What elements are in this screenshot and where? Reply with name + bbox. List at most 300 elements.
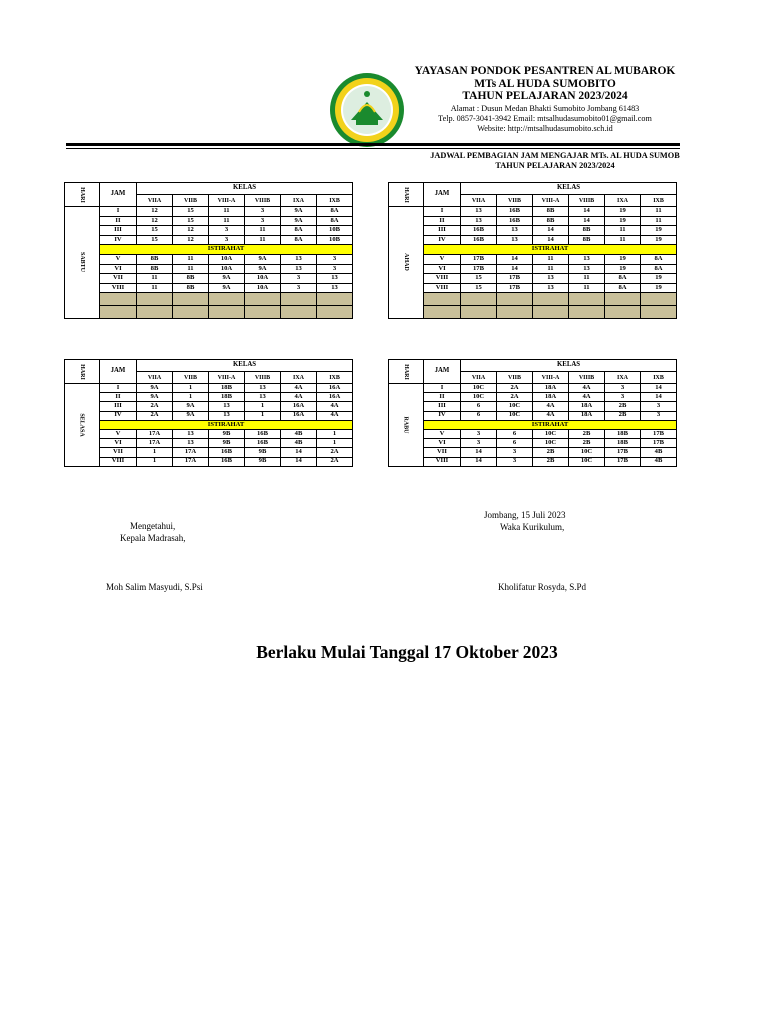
teacher-code-cell: 12	[173, 226, 209, 236]
teacher-code-cell: 19	[605, 216, 641, 226]
period-cell: VIII	[424, 274, 461, 284]
class-header: VIIA	[137, 195, 173, 207]
teacher-code-cell: 9A	[281, 207, 317, 217]
teacher-code-cell: 3	[209, 235, 245, 245]
teacher-code-cell: 2A	[497, 393, 533, 402]
teacher-code-cell: 2A	[317, 448, 353, 457]
day-header-label: HARI	[402, 363, 409, 380]
schedule-table-ahad	[388, 182, 677, 319]
teacher-code-cell: 9B	[209, 439, 245, 448]
class-header: IXB	[641, 195, 677, 207]
table-row	[65, 274, 353, 284]
teacher-code-cell: 13	[281, 264, 317, 274]
day-header-label: HARI	[78, 363, 85, 380]
break-label: ISTIRAHAT	[424, 245, 677, 255]
teacher-code-cell: 8A	[641, 264, 677, 274]
empty-cell	[533, 293, 569, 306]
table-row	[389, 264, 677, 274]
empty-row	[65, 305, 353, 318]
day-header-cell	[65, 360, 100, 384]
teacher-code-cell: 8B	[137, 254, 173, 264]
table-row	[389, 226, 677, 236]
teacher-code-cell: 11	[533, 264, 569, 274]
teacher-code-cell: 17B	[497, 274, 533, 284]
empty-cell	[137, 293, 173, 306]
empty-cell	[605, 305, 641, 318]
class-header: IXB	[317, 195, 353, 207]
teacher-code-cell: 19	[641, 226, 677, 236]
break-row	[65, 245, 353, 255]
teacher-code-cell: 4A	[569, 384, 605, 393]
day-header-cell	[389, 360, 424, 384]
day-cell	[65, 384, 100, 467]
teacher-code-cell: 13	[461, 216, 497, 226]
period-cell: I	[424, 384, 461, 393]
teacher-code-cell: 16A	[281, 402, 317, 411]
teacher-code-cell: 8A	[281, 235, 317, 245]
teacher-code-cell: 13	[317, 274, 353, 284]
table-row	[65, 393, 353, 402]
table-row	[65, 439, 353, 448]
table-row	[389, 439, 677, 448]
teacher-code-cell: 11	[245, 235, 281, 245]
teacher-code-cell: 13	[173, 439, 209, 448]
teacher-code-cell: 3	[209, 226, 245, 236]
teacher-code-cell: 2B	[569, 429, 605, 438]
class-header: VIII-A	[533, 195, 569, 207]
class-header: IXB	[641, 372, 677, 384]
class-header: VIIIB	[245, 372, 281, 384]
foundation-name: YAYASAN PONDOK PESANTREN AL MUBAROK	[414, 65, 676, 77]
teacher-code-cell: 9A	[209, 274, 245, 284]
teacher-code-cell: 19	[605, 254, 641, 264]
teacher-code-cell: 11	[245, 226, 281, 236]
teacher-code-cell: 4A	[533, 411, 569, 420]
teacher-code-cell: 11	[533, 254, 569, 264]
teacher-code-cell: 18A	[569, 411, 605, 420]
teacher-code-cell: 17B	[461, 264, 497, 274]
empty-cell	[533, 305, 569, 318]
table-row	[65, 448, 353, 457]
empty-cell	[100, 293, 137, 306]
teacher-code-cell: 12	[137, 216, 173, 226]
table-row	[389, 235, 677, 245]
table-row	[65, 235, 353, 245]
class-header: VIIA	[137, 372, 173, 384]
empty-cell	[424, 305, 461, 318]
teacher-code-cell: 16B	[209, 457, 245, 466]
school-contact: Telp. 0857-3041-3942 Email: mtsalhudasumobito01@gmail.com	[438, 113, 652, 123]
teacher-code-cell: 16B	[497, 207, 533, 217]
teacher-code-cell: 13	[569, 254, 605, 264]
day-cell	[389, 384, 424, 467]
teacher-code-cell: 16A	[317, 393, 353, 402]
teacher-code-cell: 16B	[209, 448, 245, 457]
table-row	[389, 402, 677, 411]
teacher-code-cell: 10B	[317, 235, 353, 245]
table-row	[389, 448, 677, 457]
period-cell: I	[100, 384, 137, 393]
teacher-code-cell: 9A	[245, 264, 281, 274]
empty-cell	[245, 305, 281, 318]
empty-cell	[281, 305, 317, 318]
class-header: VIIB	[497, 372, 533, 384]
empty-cell	[461, 305, 497, 318]
period-cell: VII	[100, 448, 137, 457]
period-cell: VII	[100, 274, 137, 284]
teacher-code-cell: 17B	[497, 283, 533, 293]
period-cell: VI	[424, 264, 461, 274]
kelas-header: KELAS	[137, 183, 353, 195]
jam-header: JAM	[424, 360, 461, 384]
teacher-code-cell: 11	[173, 254, 209, 264]
teacher-code-cell: 10C	[569, 457, 605, 466]
period-cell: III	[424, 402, 461, 411]
class-header: VIIB	[173, 195, 209, 207]
schedule-table-rabu	[388, 359, 677, 467]
teacher-code-cell: 17B	[461, 254, 497, 264]
table-row	[65, 457, 353, 466]
teacher-code-cell: 19	[641, 283, 677, 293]
table-row	[65, 411, 353, 420]
period-cell: I	[424, 207, 461, 217]
teacher-code-cell: 1	[173, 384, 209, 393]
teacher-code-cell: 3	[605, 393, 641, 402]
teacher-code-cell: 13	[497, 226, 533, 236]
teacher-code-cell: 3	[245, 216, 281, 226]
class-header: IXA	[281, 195, 317, 207]
empty-row	[389, 293, 677, 306]
teacher-code-cell: 9B	[245, 457, 281, 466]
curriculum-name: Kholifatur Rosyda, S.Pd	[498, 582, 587, 592]
teacher-code-cell: 14	[533, 226, 569, 236]
teacher-code-cell: 17B	[605, 448, 641, 457]
teacher-code-cell: 10C	[569, 448, 605, 457]
teacher-code-cell: 11	[605, 226, 641, 236]
day-cell	[65, 207, 100, 319]
teacher-code-cell: 9B	[209, 429, 245, 438]
teacher-code-cell: 3	[641, 411, 677, 420]
table-row	[389, 216, 677, 226]
teacher-code-cell: 14	[533, 235, 569, 245]
class-header: VIII-A	[209, 372, 245, 384]
break-label: ISTIRAHAT	[100, 420, 353, 429]
period-cell: IV	[424, 411, 461, 420]
table-row	[389, 274, 677, 284]
teacher-code-cell: 17A	[173, 448, 209, 457]
teacher-code-cell: 1	[245, 402, 281, 411]
teacher-code-cell: 18B	[209, 393, 245, 402]
teacher-code-cell: 2B	[569, 439, 605, 448]
subtitle-line2: TAHUN PELAJARAN 2023/2024	[495, 161, 615, 170]
class-header: VIIA	[461, 372, 497, 384]
teacher-code-cell: 9A	[209, 283, 245, 293]
table-row	[65, 283, 353, 293]
period-cell: IV	[100, 411, 137, 420]
table-row	[389, 283, 677, 293]
table-row	[389, 207, 677, 217]
period-cell: III	[424, 226, 461, 236]
school-year: TAHUN PELAJARAN 2023/2024	[462, 90, 628, 102]
header-rule-thick	[66, 143, 680, 146]
empty-cell	[605, 293, 641, 306]
empty-cell	[497, 293, 533, 306]
teacher-code-cell: 10A	[245, 274, 281, 284]
period-cell: VI	[100, 439, 137, 448]
period-cell: V	[100, 429, 137, 438]
teacher-code-cell: 15	[173, 216, 209, 226]
class-header: VIIB	[497, 195, 533, 207]
jam-header: JAM	[424, 183, 461, 207]
empty-cell	[245, 293, 281, 306]
day-header-label: HARI	[402, 186, 409, 203]
teacher-code-cell: 13	[569, 264, 605, 274]
teacher-code-cell: 16B	[245, 439, 281, 448]
day-header-label: HARI	[78, 186, 85, 203]
break-row	[389, 245, 677, 255]
period-cell: VIII	[424, 283, 461, 293]
teacher-code-cell: 9A	[173, 411, 209, 420]
empty-cell	[173, 293, 209, 306]
teacher-code-cell: 9A	[281, 216, 317, 226]
empty-cell	[281, 293, 317, 306]
teacher-code-cell: 2A	[497, 384, 533, 393]
empty-cell	[569, 305, 605, 318]
teacher-code-cell: 11	[173, 264, 209, 274]
teacher-code-cell: 14	[569, 216, 605, 226]
table-row	[65, 216, 353, 226]
teacher-code-cell: 12	[137, 207, 173, 217]
table-row	[389, 393, 677, 402]
teacher-code-cell: 11	[605, 235, 641, 245]
teacher-code-cell: 18A	[533, 384, 569, 393]
teacher-code-cell: 4B	[641, 457, 677, 466]
day-label: RABU	[402, 416, 409, 434]
teacher-code-cell: 13	[209, 402, 245, 411]
period-cell: II	[100, 393, 137, 402]
teacher-code-cell: 3	[497, 448, 533, 457]
teacher-code-cell: 10C	[461, 384, 497, 393]
teacher-code-cell: 13	[533, 274, 569, 284]
teacher-code-cell: 10A	[209, 254, 245, 264]
teacher-code-cell: 11	[209, 216, 245, 226]
teacher-code-cell: 14	[569, 207, 605, 217]
teacher-code-cell: 10A	[209, 264, 245, 274]
teacher-code-cell: 8B	[173, 283, 209, 293]
teacher-code-cell: 6	[461, 402, 497, 411]
teacher-code-cell: 6	[461, 411, 497, 420]
teacher-code-cell: 13	[317, 283, 353, 293]
teacher-code-cell: 2B	[605, 402, 641, 411]
teacher-code-cell: 10C	[533, 439, 569, 448]
teacher-code-cell: 13	[461, 207, 497, 217]
teacher-code-cell: 3	[461, 439, 497, 448]
class-header: VIII-A	[533, 372, 569, 384]
teacher-code-cell: 15	[461, 283, 497, 293]
kelas-header: KELAS	[137, 360, 353, 372]
teacher-code-cell: 14	[281, 457, 317, 466]
teacher-code-cell: 16A	[281, 411, 317, 420]
teacher-code-cell: 3	[641, 402, 677, 411]
teacher-code-cell: 8A	[605, 274, 641, 284]
teacher-code-cell: 4B	[281, 429, 317, 438]
teacher-code-cell: 4A	[533, 402, 569, 411]
subtitle-line1: JADWAL PEMBAGIAN JAM MENGAJAR MTs. AL HUDA SUMOB	[430, 151, 680, 160]
teacher-code-cell: 16B	[245, 429, 281, 438]
teacher-code-cell: 11	[137, 274, 173, 284]
teacher-code-cell: 13	[245, 393, 281, 402]
empty-row	[65, 293, 353, 306]
teacher-code-cell: 3	[245, 207, 281, 217]
table-row	[389, 411, 677, 420]
teacher-code-cell: 2A	[137, 402, 173, 411]
empty-cell	[641, 293, 677, 306]
table-row	[65, 254, 353, 264]
break-row	[65, 420, 353, 429]
schedule-subtitle	[410, 151, 700, 171]
teacher-code-cell: 18B	[605, 429, 641, 438]
teacher-code-cell: 13	[533, 283, 569, 293]
table-row	[389, 457, 677, 466]
teacher-code-cell: 15	[173, 207, 209, 217]
teacher-code-cell: 6	[497, 439, 533, 448]
teacher-code-cell: 4B	[281, 439, 317, 448]
principal-title: Kepala Madrasah,	[120, 533, 186, 543]
period-cell: II	[424, 216, 461, 226]
period-cell: V	[424, 429, 461, 438]
teacher-code-cell: 8B	[173, 274, 209, 284]
teacher-code-cell: 11	[569, 283, 605, 293]
teacher-code-cell: 4A	[317, 402, 353, 411]
teacher-code-cell: 17B	[641, 429, 677, 438]
teacher-code-cell: 9B	[245, 448, 281, 457]
validity-statement: Berlaku Mulai Tanggal 17 Oktober 2023	[256, 642, 558, 662]
teacher-code-cell: 18A	[533, 393, 569, 402]
teacher-code-cell: 1	[173, 393, 209, 402]
teacher-code-cell: 10B	[317, 226, 353, 236]
day-header-cell	[389, 183, 424, 207]
teacher-code-cell: 4A	[281, 384, 317, 393]
teacher-code-cell: 18B	[605, 439, 641, 448]
empty-cell	[209, 293, 245, 306]
break-row	[389, 420, 677, 429]
teacher-code-cell: 3	[497, 457, 533, 466]
approval-label: Mengetahui,	[130, 521, 176, 531]
period-cell: VIII	[100, 457, 137, 466]
teacher-code-cell: 3	[281, 274, 317, 284]
teacher-code-cell: 14	[281, 448, 317, 457]
teacher-code-cell: 16B	[461, 235, 497, 245]
teacher-code-cell: 19	[641, 274, 677, 284]
teacher-code-cell: 13	[209, 411, 245, 420]
teacher-code-cell: 1	[317, 429, 353, 438]
empty-cell	[641, 305, 677, 318]
teacher-code-cell: 8A	[281, 226, 317, 236]
teacher-code-cell: 13	[281, 254, 317, 264]
teacher-code-cell: 11	[641, 207, 677, 217]
teacher-code-cell: 13	[497, 235, 533, 245]
empty-cell	[317, 293, 353, 306]
teacher-code-cell: 9A	[137, 384, 173, 393]
period-cell: IV	[100, 235, 137, 245]
teacher-code-cell: 15	[461, 274, 497, 284]
teacher-code-cell: 17A	[137, 429, 173, 438]
table-row	[389, 384, 677, 393]
table-row	[389, 429, 677, 438]
class-header: VIII-A	[209, 195, 245, 207]
teacher-code-cell: 4B	[641, 448, 677, 457]
day-label: AHAD	[402, 253, 409, 272]
school-logo	[329, 72, 405, 148]
day-cell	[389, 207, 424, 319]
teacher-code-cell: 2A	[317, 457, 353, 466]
teacher-code-cell: 3	[317, 254, 353, 264]
teacher-code-cell: 19	[641, 235, 677, 245]
teacher-code-cell: 11	[209, 207, 245, 217]
teacher-code-cell: 14	[461, 448, 497, 457]
teacher-code-cell: 18A	[569, 402, 605, 411]
teacher-code-cell: 11	[641, 216, 677, 226]
table-row	[65, 429, 353, 438]
period-cell: II	[100, 216, 137, 226]
teacher-code-cell: 17B	[641, 439, 677, 448]
period-cell: IV	[424, 235, 461, 245]
table-row	[65, 402, 353, 411]
teacher-code-cell: 15	[137, 235, 173, 245]
period-cell: VII	[424, 448, 461, 457]
teacher-code-cell: 10C	[461, 393, 497, 402]
kelas-header: KELAS	[461, 360, 677, 372]
teacher-code-cell: 14	[641, 393, 677, 402]
empty-cell	[461, 293, 497, 306]
teacher-code-cell: 14	[497, 254, 533, 264]
teacher-code-cell: 12	[173, 235, 209, 245]
teacher-code-cell: 9A	[173, 402, 209, 411]
teacher-code-cell: 14	[497, 264, 533, 274]
teacher-code-cell: 8B	[533, 216, 569, 226]
teacher-code-cell: 2B	[533, 448, 569, 457]
teacher-code-cell: 11	[137, 283, 173, 293]
teacher-code-cell: 2B	[533, 457, 569, 466]
empty-cell	[173, 305, 209, 318]
day-label: SABTU	[78, 252, 85, 273]
teacher-code-cell: 16B	[461, 226, 497, 236]
teacher-code-cell: 4A	[317, 411, 353, 420]
period-cell: III	[100, 402, 137, 411]
period-cell: VI	[424, 439, 461, 448]
teacher-code-cell: 17B	[605, 457, 641, 466]
period-cell: I	[100, 207, 137, 217]
period-cell: III	[100, 226, 137, 236]
teacher-code-cell: 9A	[137, 393, 173, 402]
class-header: VIIIB	[245, 195, 281, 207]
period-cell: VI	[100, 264, 137, 274]
day-header-cell	[65, 183, 100, 207]
teacher-code-cell: 13	[245, 384, 281, 393]
jam-header: JAM	[100, 183, 137, 207]
class-header: VIIIB	[569, 195, 605, 207]
school-name: MTs AL HUDA SUMOBITO	[474, 77, 616, 90]
teacher-code-cell: 10A	[245, 283, 281, 293]
period-cell: VIII	[100, 283, 137, 293]
teacher-code-cell: 9A	[245, 254, 281, 264]
period-cell: VIII	[424, 457, 461, 466]
period-cell: V	[424, 254, 461, 264]
break-label: ISTIRAHAT	[424, 420, 677, 429]
kelas-header: KELAS	[461, 183, 677, 195]
teacher-code-cell: 8A	[641, 254, 677, 264]
teacher-code-cell: 19	[605, 264, 641, 274]
